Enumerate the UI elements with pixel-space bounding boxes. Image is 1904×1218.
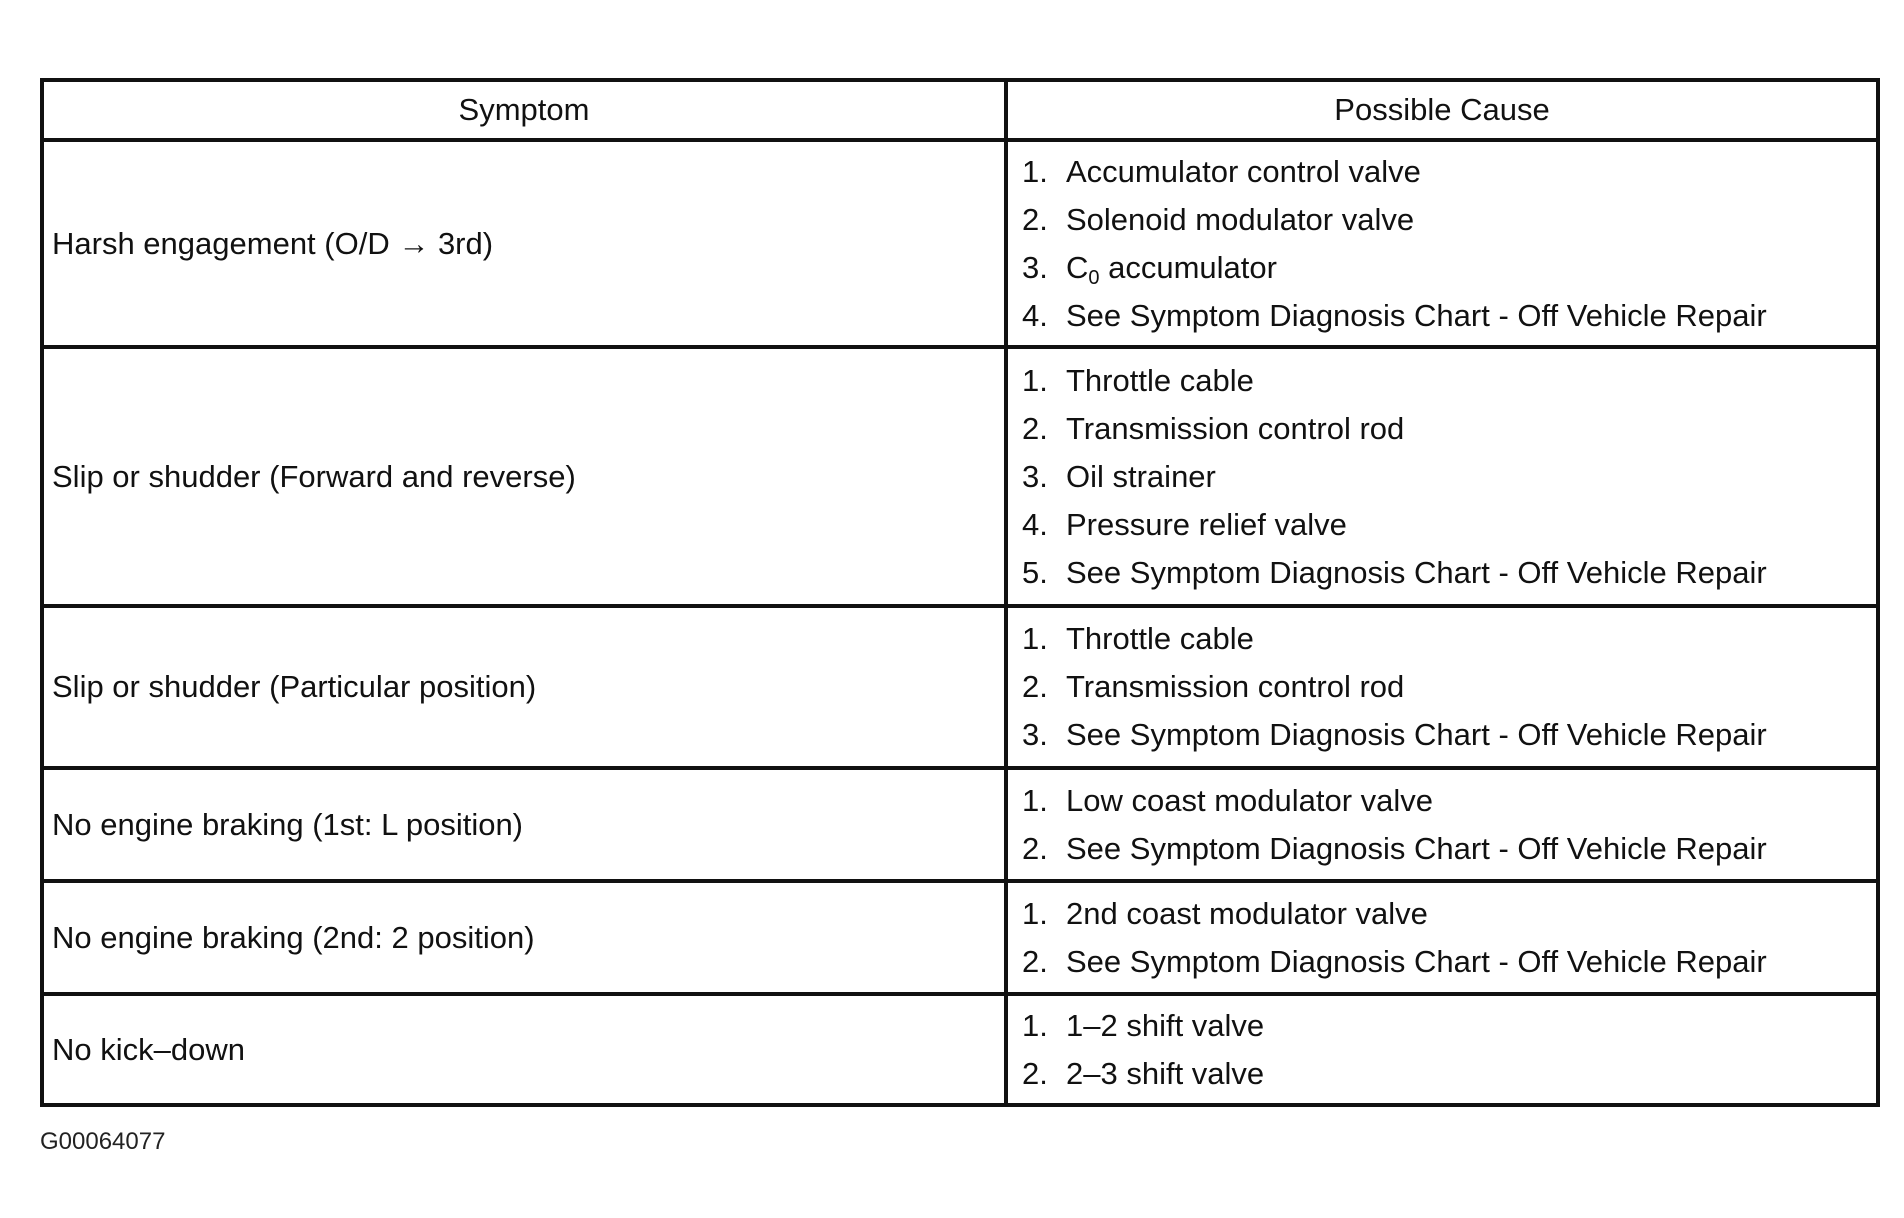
cause-item [1022,244,1876,292]
cause-item [1022,663,1876,711]
figure-id: G00064077 [40,1128,166,1155]
cause-number: 2. [1022,1055,1048,1091]
cause-number: 4. [1022,506,1048,542]
cause-number: 1. [1022,782,1048,818]
cause-text: See Symptom Diagnosis Chart - Off Vehicle Repair [1066,554,1767,590]
cause-text: See Symptom Diagnosis Chart - Off Vehicle Repair [1066,297,1767,333]
cause-item [1022,825,1876,873]
cause-item [1022,357,1876,405]
cause-cell [1006,606,1878,768]
cause-item [1022,501,1876,549]
cause-number: 2. [1022,830,1048,866]
cause-number: 2. [1022,669,1048,704]
cause-text: 2–3 shift valve [1066,1055,1265,1091]
cause-item [1022,615,1876,663]
cause-text: Transmission control rod [1066,410,1405,446]
table-row [42,768,1878,881]
symptom-cell: Slip or shudder (Forward and reverse) [42,347,1006,606]
header-symptom: Symptom [42,80,1006,140]
cause-number: 2. [1022,410,1048,446]
cause-number: 1. [1022,1007,1048,1043]
cause-list [1022,1002,1876,1098]
symptom-cause-table [40,78,1880,1107]
table-row [42,347,1878,606]
table-row [42,606,1878,768]
cause-list [1022,148,1876,340]
header-possible-cause: Possible Cause [1006,80,1878,140]
cause-item [1022,405,1876,453]
cause-text: accumulator [1099,249,1277,285]
cause-number: 2. [1022,201,1048,237]
cause-cell [1006,994,1878,1105]
cause-cell [1006,347,1878,606]
cause-text: Oil strainer [1066,458,1216,494]
table-header-row [42,80,1878,140]
cause-number: 1. [1022,621,1048,656]
cause-text: See Symptom Diagnosis Chart - Off Vehicle Repair [1066,943,1767,979]
table-row [42,881,1878,994]
cause-text: See Symptom Diagnosis Chart - Off Vehicle Repair [1066,830,1767,866]
cause-text: Accumulator control valve [1066,153,1421,189]
symptom-cell: Slip or shudder (Particular position) [42,606,1006,768]
cause-item [1022,711,1876,759]
cause-text: Pressure relief valve [1066,506,1347,542]
cause-number: 2. [1022,943,1048,979]
table-row [42,994,1878,1105]
cause-text: Throttle cable [1066,621,1254,656]
cause-list [1022,777,1876,873]
cause-text: Solenoid modulator valve [1066,201,1415,237]
cause-cell [1006,140,1878,347]
cause-item [1022,453,1876,501]
symptom-cell: No kick–down [42,994,1006,1105]
cause-item [1022,196,1876,244]
cause-text: Throttle cable [1066,362,1254,398]
cause-number: 3. [1022,249,1048,285]
cause-text: See Symptom Diagnosis Chart - Off Vehicle Repair [1066,717,1767,752]
cause-item [1022,148,1876,196]
cause-text: Low coast modulator valve [1066,782,1434,818]
cause-number: 5. [1022,554,1048,590]
cause-number: 3. [1022,458,1048,494]
cause-text-prefix: C [1066,249,1089,285]
symptom-cell: No engine braking (2nd: 2 position) [42,881,1006,994]
cause-list [1022,357,1876,597]
cause-list [1022,615,1876,759]
cause-text: Transmission control rod [1066,669,1405,704]
cause-text: 2nd coast modulator valve [1066,895,1428,931]
cause-text: 1–2 shift valve [1066,1007,1265,1043]
cause-item [1022,777,1876,825]
cause-number: 1. [1022,895,1048,931]
cause-item [1022,292,1876,340]
cause-number: 1. [1022,362,1048,398]
cause-item [1022,938,1876,986]
cause-number: 4. [1022,297,1048,333]
table-body [42,140,1878,1105]
symptom-cell: Harsh engagement (O/D → 3rd) [42,140,1006,347]
cause-cell [1006,768,1878,881]
symptom-cell: No engine braking (1st: L position) [42,768,1006,881]
table-row [42,140,1878,347]
cause-cell [1006,881,1878,994]
cause-number: 3. [1022,717,1048,752]
cause-item [1022,549,1876,597]
cause-list [1022,890,1876,986]
cause-text-subscript: 0 [1088,266,1100,289]
cause-item [1022,1050,1876,1098]
cause-item [1022,1002,1876,1050]
cause-number: 1. [1022,153,1048,189]
cause-item [1022,890,1876,938]
